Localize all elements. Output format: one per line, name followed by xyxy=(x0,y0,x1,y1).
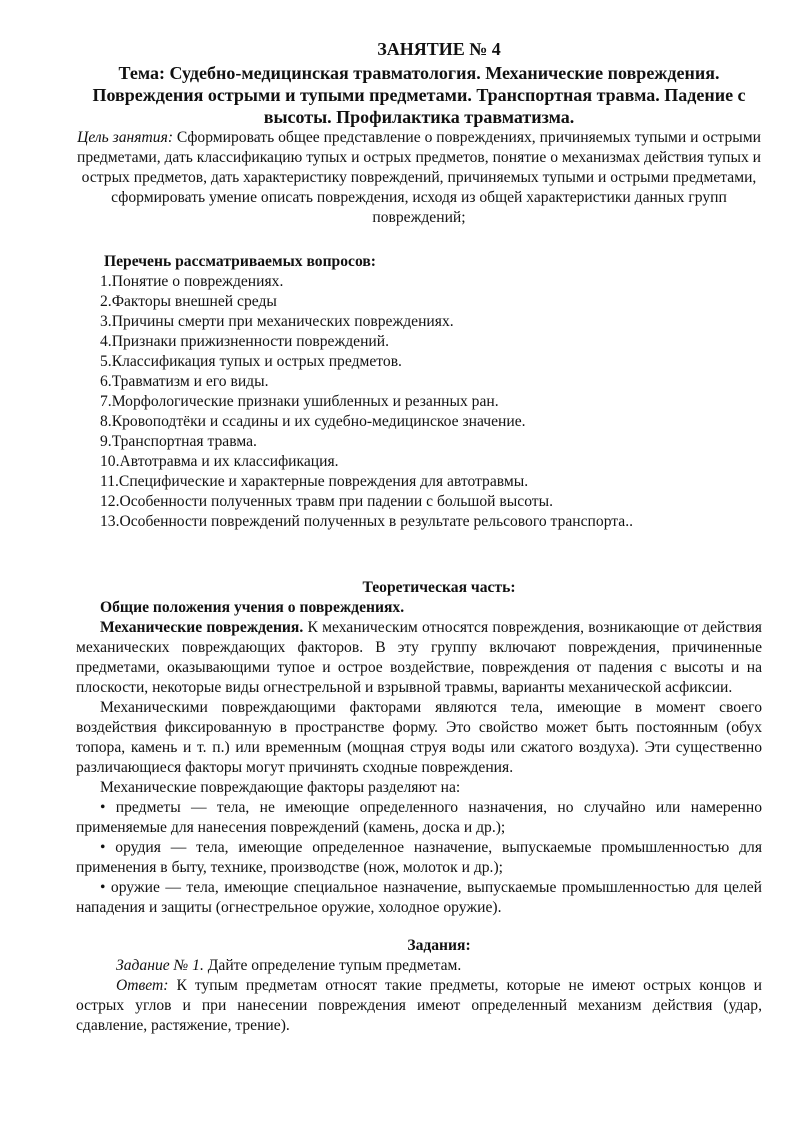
bullet-objects: • предметы — тела, не имеющие определенного назначения, но случайно или намеренно применяемые для нанесения повреждений (камень, доска и др.); xyxy=(76,799,762,836)
goal-label: Цель занятия: xyxy=(77,129,174,146)
list-item: 5.Классификация тупых и острых предметов. xyxy=(100,353,402,370)
tasks-heading: Задания: xyxy=(407,937,471,954)
lesson-title: ЗАНЯТИЕ № 4 xyxy=(377,39,501,59)
lesson-goal xyxy=(76,128,762,228)
bullet-weapons: • оружие — тела, имеющие специальное назначение, выпускаемые промышленностью для целей нападения и защиты (огнестрельное оружие, холодное оружие). xyxy=(76,879,762,916)
list-item: 13.Особенности повреждений полученных в результате рельсового транспорта.. xyxy=(100,513,634,530)
theory-paragraph-2: Механическими повреждающими факторами являются тела, имеющие в момент своего воздействия фиксированную в пространстве форму. Это свойство может быть постоянным (обух топора, камень и т. п.) или временным (мощная струя воды или сжатого воздуха). Эти существенно различающиеся факторы могут причинять сходные повреждения. xyxy=(76,699,762,776)
list-item: 11.Специфические и характерные повреждения для автотравмы. xyxy=(100,473,529,490)
list-item: 8.Кровоподтёки и ссадины и их судебно-медицинское значение. xyxy=(100,413,526,430)
questions-heading: Перечень рассматриваемых вопросов: xyxy=(104,253,376,270)
theory-subheading: Общие положения учения о повреждениях. xyxy=(100,599,405,616)
list-item: 12.Особенности полученных травм при падении с большой высоты. xyxy=(100,493,553,510)
list-item: 4.Признаки прижизненности повреждений. xyxy=(100,333,390,350)
list-item: 10.Автотравма и их классификация. xyxy=(100,453,339,470)
theory-paragraph-3: Механические повреждающие факторы разделяют на: xyxy=(100,779,461,796)
task-1-label: Задание № 1. xyxy=(116,957,204,974)
theory-paragraph-1: Механические повреждения. К механическим относятся повреждения, возникающие от действия механических повреждающих факторов. В эту группу включают повреждения, причиненные предметами, оказывающими тупое и острое воздействие, повреждения от падения с высоты и на плоскости, некоторые виды огнестрельной и взрывной травмы, варианты механической асфиксии. xyxy=(76,619,762,696)
list-item: 9.Транспортная травма. xyxy=(100,433,257,450)
questions-list xyxy=(76,272,762,532)
task-1: Задание № 1. Дайте определение тупым предметам. xyxy=(116,957,462,974)
list-item: 1.Понятие о повреждениях. xyxy=(100,273,284,290)
list-item: 2.Факторы внешней среды xyxy=(100,293,277,310)
bullet-tools: • орудия — тела, имеющие определенное назначение, выпускаемые промышленностью для применения в быту, технике, производстве (нож, молоток и др.); xyxy=(76,839,762,876)
list-item: 6.Травматизм и его виды. xyxy=(100,373,269,390)
lesson-topic: Тема: Судебно-медицинская травматология. Механические повреждения. Повреждения острыми и тупыми предметами. Транспортная травма. Падение с высоты. Профилактика травматизма. xyxy=(92,63,746,127)
term-mechanical-injuries: Механические повреждения. xyxy=(100,619,304,636)
list-item: 3.Причины смерти при механических повреждениях. xyxy=(100,313,454,330)
task-1-answer: Ответ: К тупым предметам относят такие предметы, которые не имеют острых концов и острых углов и при нанесении повреждения имеют определенный механизм действия (удар, сдавление, растяжение, трение). xyxy=(76,977,762,1034)
theory-heading: Теоретическая часть: xyxy=(362,579,516,596)
answer-label: Ответ: xyxy=(116,977,169,994)
goal-text: Сформировать общее представление о повреждениях, причиняемых тупыми и острыми предметами, дать классификацию тупых и острых предметов, понятие о механизмах действия тупых и острых предметов, дать характеристику повреждений, причиняемых тупыми и острыми предметами, сформировать умение описать повреждения, исходя из общей характеристики данных групп повреждений; xyxy=(76,129,762,226)
list-item: 7.Морфологические признаки ушибленных и резанных ран. xyxy=(100,393,499,410)
